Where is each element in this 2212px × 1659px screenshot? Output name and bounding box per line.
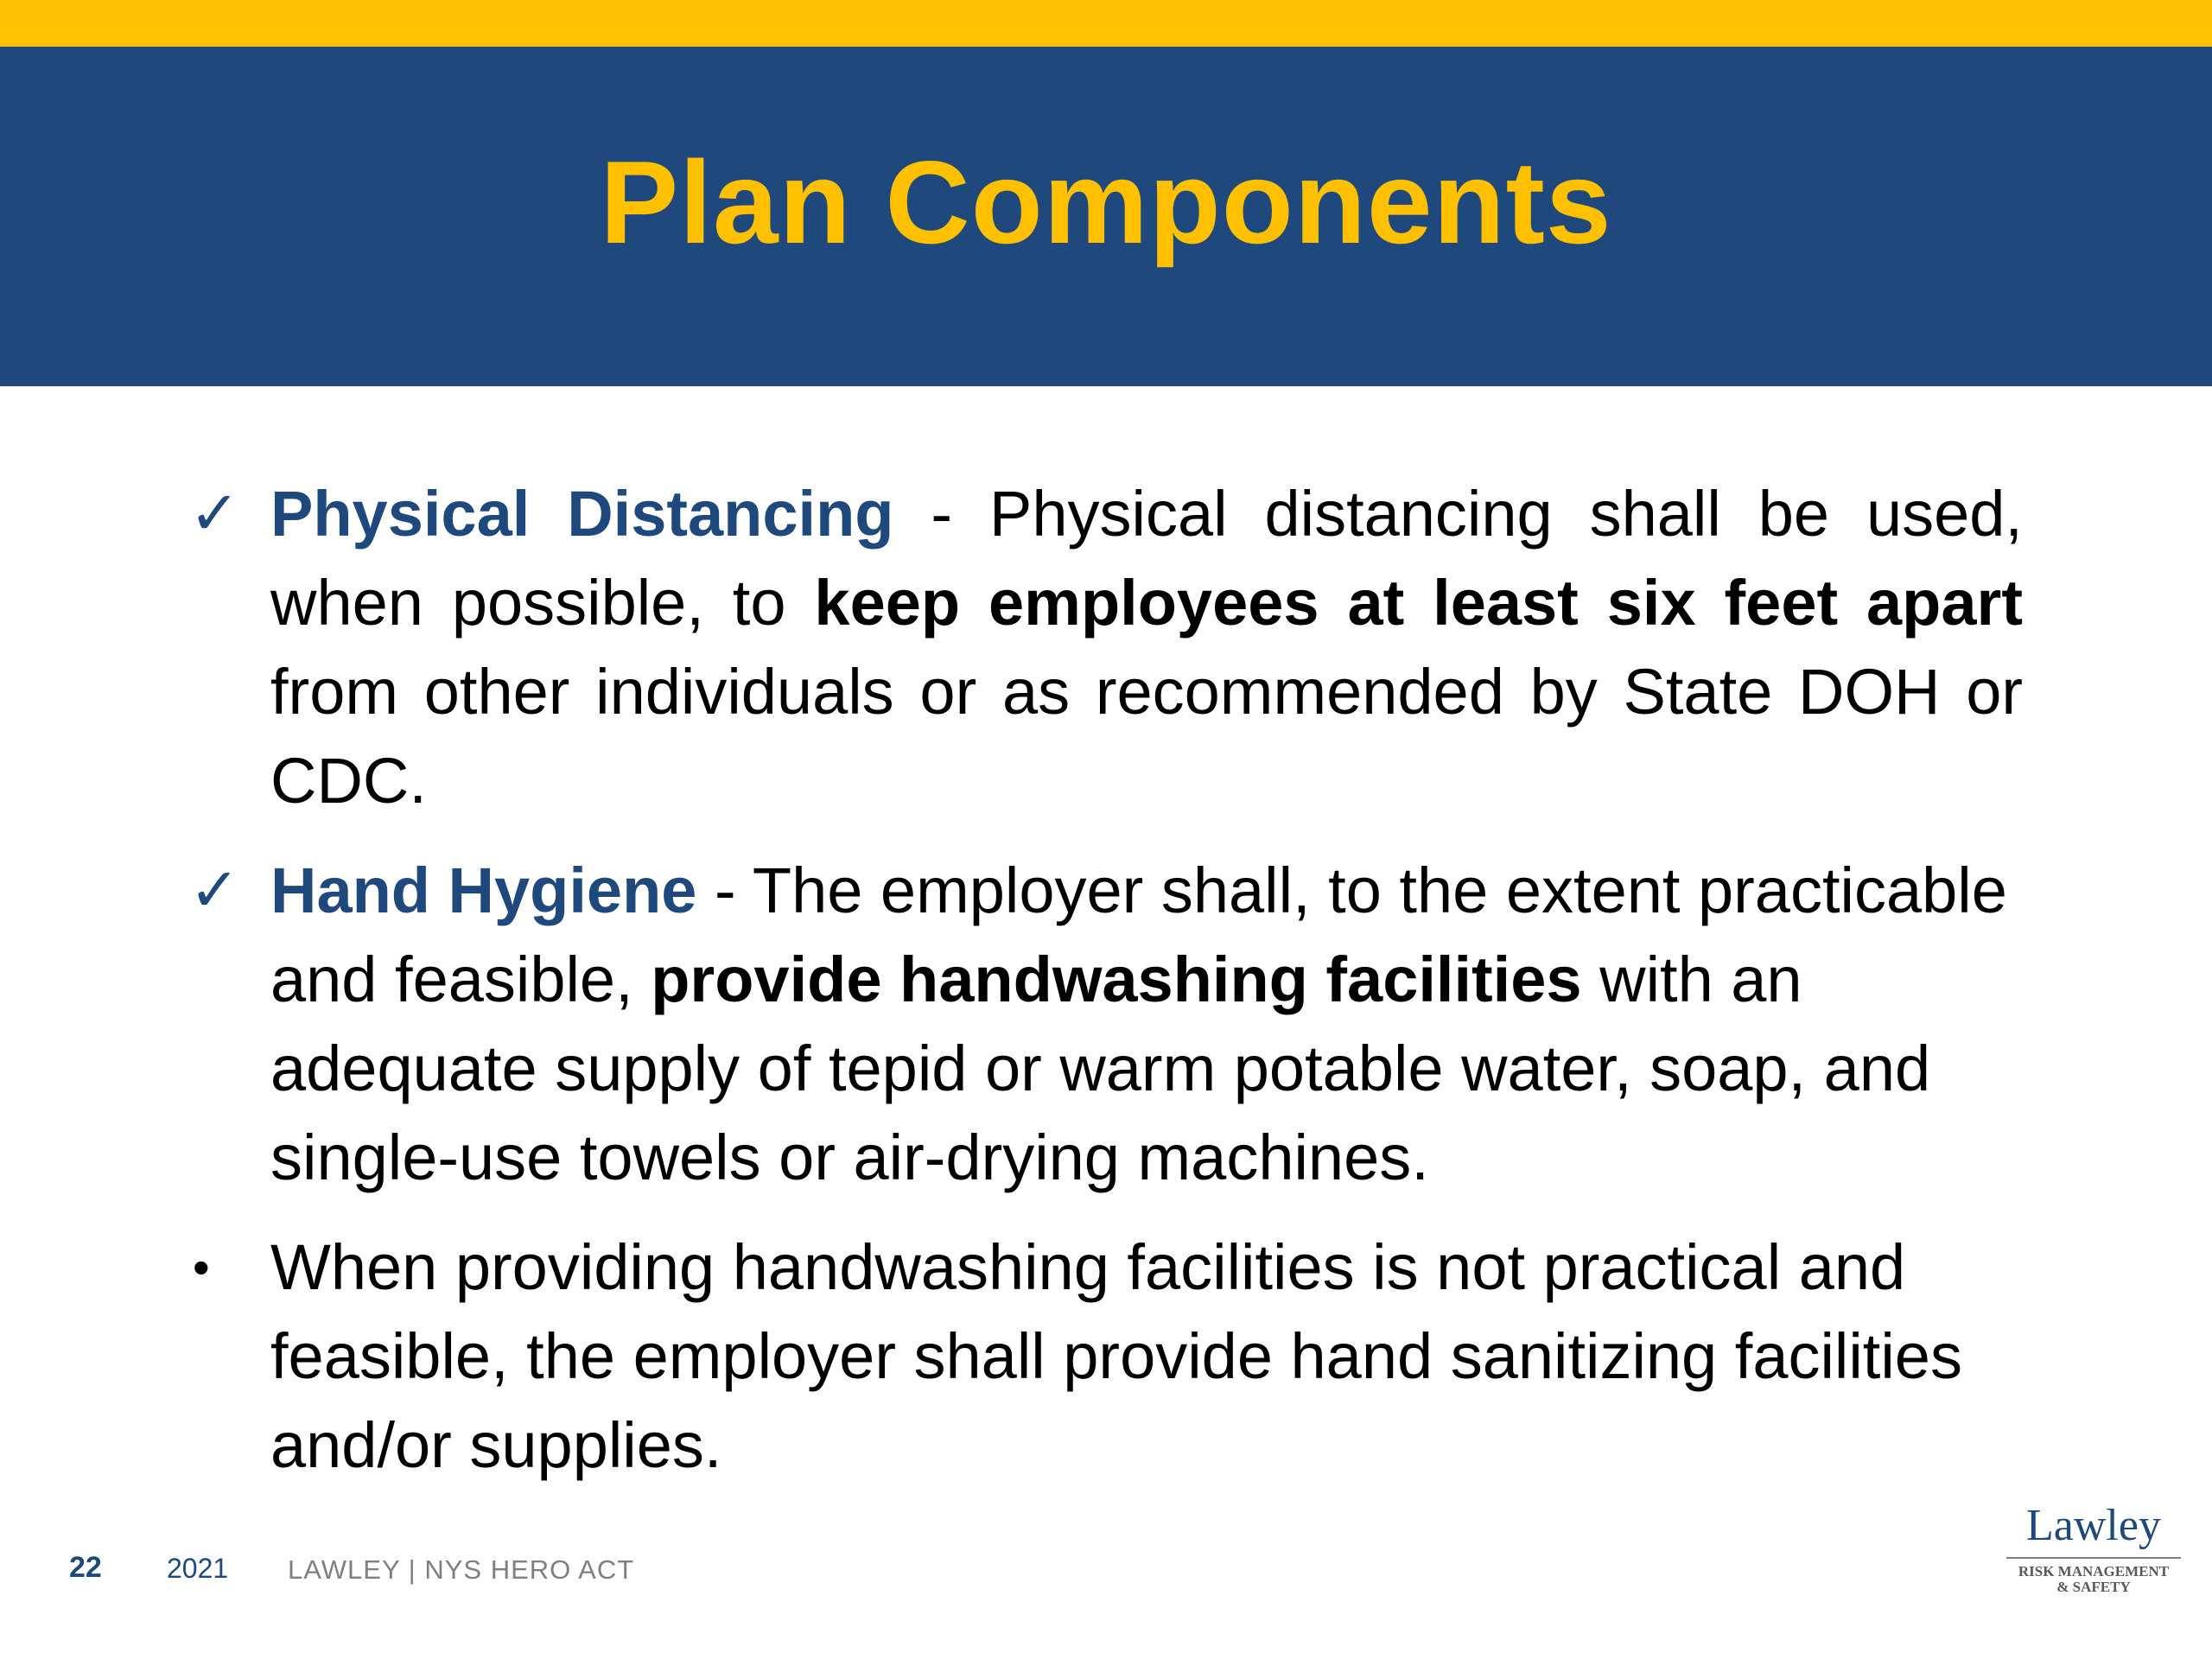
item-text (270, 846, 2023, 1202)
logo-tagline-2: & SAFETY (2056, 1578, 2131, 1595)
list-item-hand-sanitizing (184, 1223, 2023, 1490)
footer-label: LAWLEY | NYS HERO ACT (288, 1554, 635, 1585)
slide-header (0, 47, 2212, 386)
slide-content (184, 469, 2023, 1510)
item-text-before: - The employer shall, to the extent practicable and feasible, (270, 855, 2007, 1015)
list-item-hand-hygiene (184, 846, 2023, 1202)
item-term: Hand Hygiene (270, 855, 697, 926)
item-emphasis: keep employees at least six feet apart (814, 567, 2023, 639)
page-number: 22 (69, 1551, 102, 1584)
item-text-after: from other individuals or as recommended by State DOH or CDC. (270, 656, 2023, 817)
slide-title: Plan Components (600, 136, 1612, 268)
top-accent-bar (0, 0, 2212, 47)
lawley-logo (2003, 1503, 2184, 1595)
logo-divider (2006, 1557, 2181, 1559)
item-text-before: - Physical distancing shall be used, when possible, to (270, 478, 2023, 639)
logo-tagline-1: RISK MANAGEMENT (2018, 1563, 2170, 1580)
checkmark-icon: ✓ (189, 856, 240, 924)
checkmark-icon: ✓ (189, 480, 240, 547)
list-item-physical-distancing (184, 469, 2023, 825)
footer-year: 2021 (167, 1553, 229, 1584)
bullet-icon: • (193, 1240, 210, 1294)
item-emphasis: provide handwashing facilities (651, 944, 1582, 1015)
item-text (270, 469, 2023, 825)
item-text: When providing handwashing facilities is not practical and feasible, the employer shall provide hand sanitizing facilities and/or supplies. (270, 1231, 1962, 1481)
item-term: Physical Distancing (270, 478, 894, 550)
item-text-after: with an adequate supply of tepid or warm potable water, soap, and single-use towels or air-drying machines. (270, 944, 1931, 1193)
logo-wordmark: Lawley (2026, 1501, 2161, 1550)
